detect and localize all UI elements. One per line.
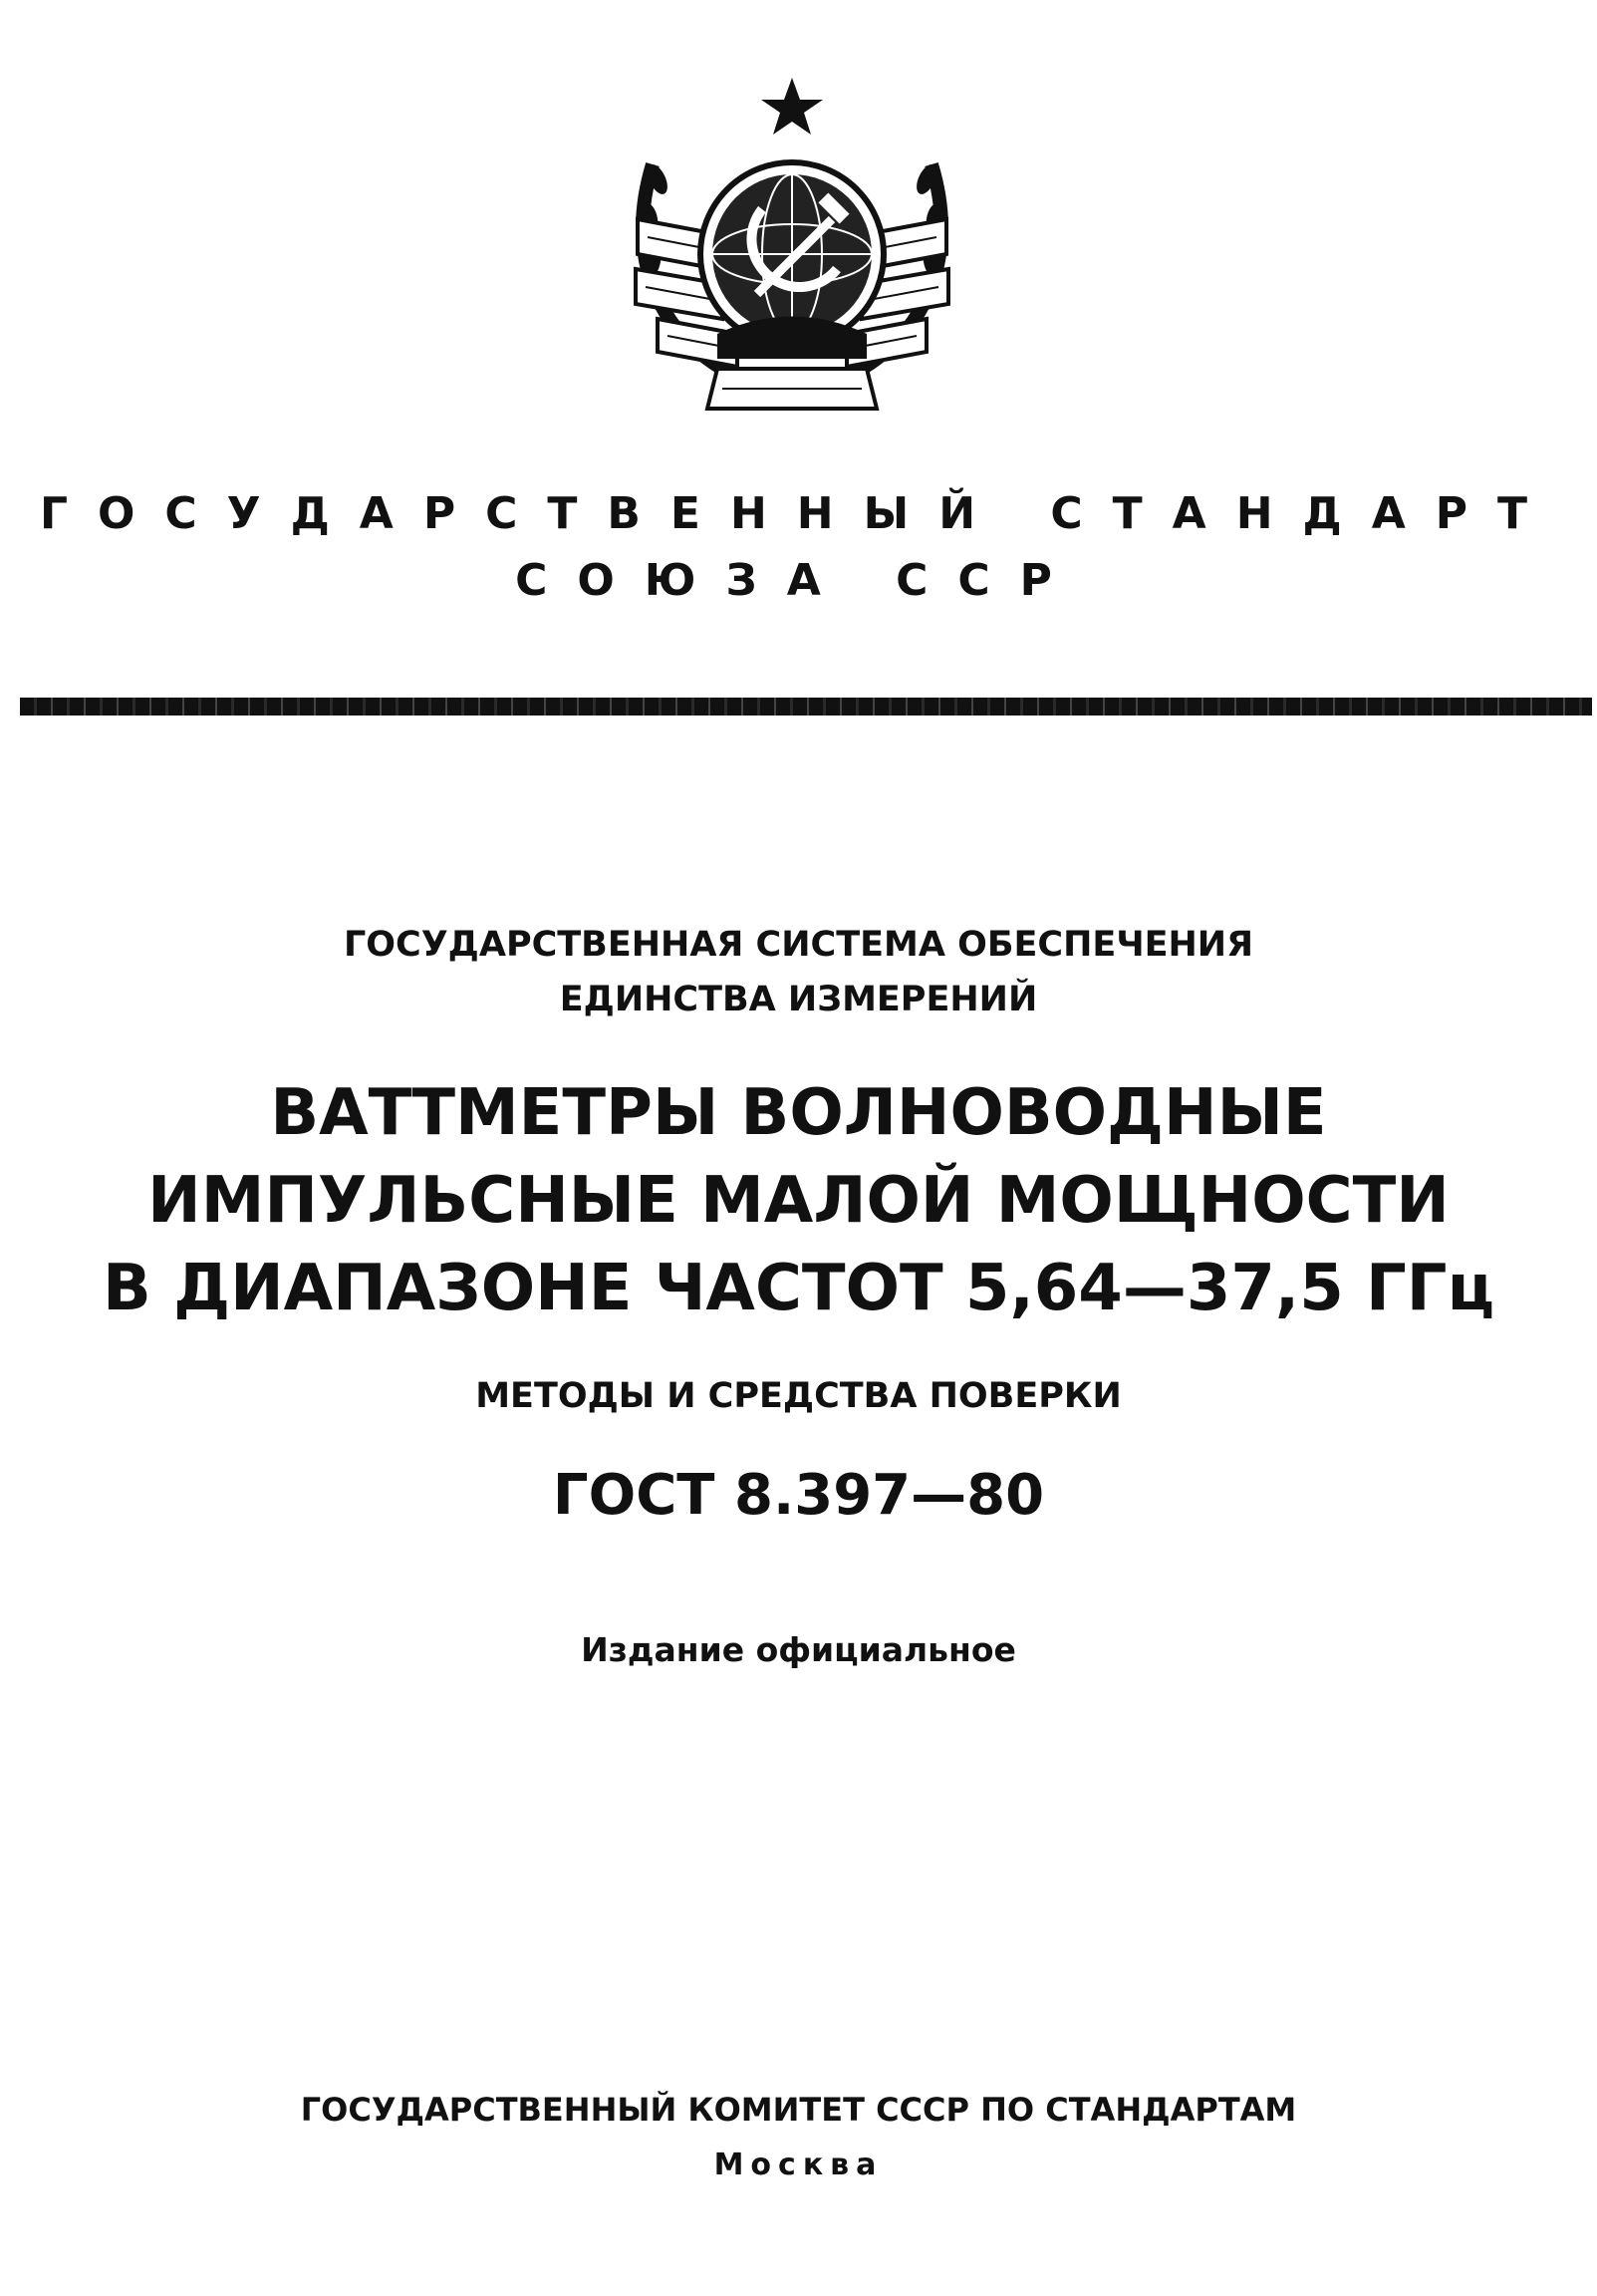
- subtitle: МЕТОДЫ И СРЕДСТВА ПОВЕРКИ: [475, 1376, 1122, 1416]
- standard-number: ГОСТ 8.397—80: [552, 1463, 1045, 1528]
- publisher: ГОСУДАРСТВЕННЫЙ КОМИТЕТ СССР ПО СТАНДАРТАМ: [300, 2091, 1297, 2129]
- star-icon: [761, 78, 823, 135]
- header-line-1: ГОСУДАРСТВЕННЫЙ СТАНДАРТ: [39, 488, 1558, 539]
- ussr-coat-of-arms-icon: [598, 70, 986, 438]
- system-line-1: ГОСУДАРСТВЕННАЯ СИСТЕМА ОБЕСПЕЧЕНИЯ: [343, 925, 1254, 965]
- system-line-2: ЕДИНСТВА ИЗМЕРЕНИЙ: [559, 980, 1038, 1019]
- edition-label: Издание официальное: [581, 1630, 1016, 1669]
- title-line-1: ВАТТМЕТРЫ ВОЛНОВОДНЫЕ: [270, 1076, 1327, 1150]
- title-line-2: ИМПУЛЬСНЫЕ МАЛОЙ МОЩНОСТИ: [147, 1164, 1450, 1238]
- publication-city: Москва: [713, 2148, 884, 2182]
- title-line-3: В ДИАПАЗОНЕ ЧАСТОТ 5,64—37,5 ГГц: [103, 1252, 1494, 1325]
- divider-rule: [20, 698, 1592, 716]
- header-line-2: СОЮЗА ССР: [515, 555, 1082, 606]
